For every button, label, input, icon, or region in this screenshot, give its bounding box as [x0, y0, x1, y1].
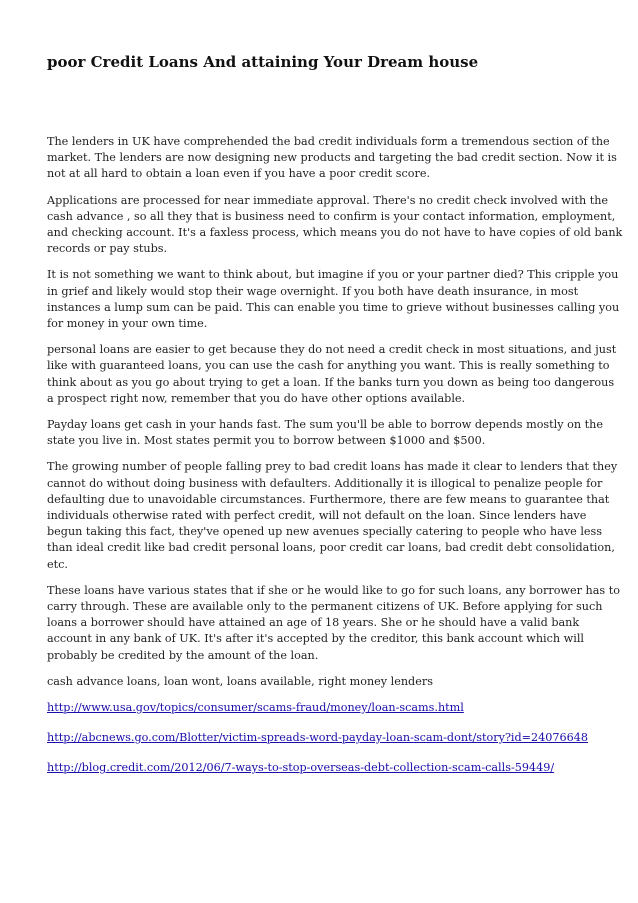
text-line: records or pay stubs.: [47, 242, 168, 256]
reference-link-credit-blog[interactable]: http://blog.credit.com/2012/06/7-ways-to-stop-overseas-debt-collection-scam-calls-59449/: [47, 761, 555, 775]
text-line: not at all hard to obtain a loan even if you have a poor credit score.: [47, 167, 431, 181]
text-line: defaulting due to unavoidable circumstances. Furthermore, there are few means to guarantee that: [47, 492, 610, 506]
paragraph-5: [47, 417, 603, 449]
text-line: instances a lump sum can be paid. This can enable you time to grieve without businesses calling you: [47, 300, 620, 314]
text-line: These loans have various states that if she or he would like to go for such loans, any borrower has to: [47, 583, 620, 597]
text-line: and checking account. It's a faxless process, which means you do not have to have copies of old bank: [47, 226, 623, 240]
text-line: The growing number of people falling prey to bad credit loans has made it clear to lenders that they: [47, 460, 618, 474]
document-body: [47, 134, 623, 790]
text-line: It is not something we want to think about, but imagine if you or your partner died? This cripple you: [47, 268, 619, 282]
text-line: for money in your own time.: [47, 317, 208, 331]
text-line: etc.: [47, 557, 68, 571]
text-line: individuals otherwise rated with perfect credit, will not default on the loan. Since lenders have: [47, 509, 587, 523]
paragraph-4: [47, 342, 617, 407]
text-line: account in any bank of UK. It's after it's accepted by the creditor, this bank account which will: [47, 632, 584, 646]
text-line: cash advance loans, loan wont, loans available, right money lenders: [47, 674, 433, 688]
text-line: than ideal credit like bad credit personal loans, poor credit car loans, bad credit debt consolidation,: [47, 541, 615, 555]
page-title: poor Credit Loans And attaining Your Dream house: [47, 53, 479, 71]
text-line: personal loans are easier to get because they do not need a credit check in most situations, and just: [47, 343, 617, 357]
paragraph-2: [47, 193, 623, 258]
text-line: in grief and likely would stop their wage overnight. If you both have death insurance, in most: [47, 284, 579, 298]
text-line: market. The lenders are now designing new products and targeting the bad credit section. Now it is: [47, 151, 617, 165]
text-line: a prospect right now, remember that you do have other options available.: [47, 391, 466, 405]
text-line: carry through. These are available only to the permanent citizens of UK. Before applying for such: [47, 600, 603, 614]
text-line: probably be credited by the amount of the loan.: [47, 648, 319, 662]
text-line: The lenders in UK have comprehended the bad credit individuals form a tremendous section of the: [47, 135, 610, 148]
paragraph-1: [47, 134, 617, 183]
text-line: cannot do without doing business with defaulters. Additionally it is illogical to penalize people for: [47, 476, 603, 490]
text-line: state you live in. Most states permit you to borrow between $1000 and $500.: [47, 434, 486, 448]
reference-link-abcnews[interactable]: http://abcnews.go.com/Blotter/victim-spreads-word-payday-loan-scam-dont/story?id=24076648: [47, 731, 588, 745]
text-line: like with guaranteed loans, you can use the cash for anything you want. This is really something to: [47, 359, 610, 373]
text-line: loans a borrower should have attained an age of 18 years. She or he should have a valid bank: [47, 616, 580, 630]
reference-link-usa-gov[interactable]: http://www.usa.gov/topics/consumer/scams-fraud/money/loan-scams.html: [47, 701, 464, 715]
text-line: begun taking this fact, they've opened up new avenues specially catering to people who have less: [47, 525, 603, 539]
keywords-paragraph: [47, 674, 597, 690]
text-line: cash advance , so all they that is business need to confirm is your contact information, employment,: [47, 209, 616, 223]
text-line: Payday loans get cash in your hands fast. The sum you'll be able to borrow depends mostly on the: [47, 418, 603, 432]
text-line: Applications are processed for near immediate approval. There's no credit check involved with the: [47, 193, 609, 207]
paragraph-6: [47, 459, 618, 572]
paragraph-3: [47, 267, 620, 332]
paragraph-7: [47, 583, 620, 664]
text-line: think about as you go about trying to get a loan. If the banks turn you down as being too dangerous: [47, 375, 615, 389]
